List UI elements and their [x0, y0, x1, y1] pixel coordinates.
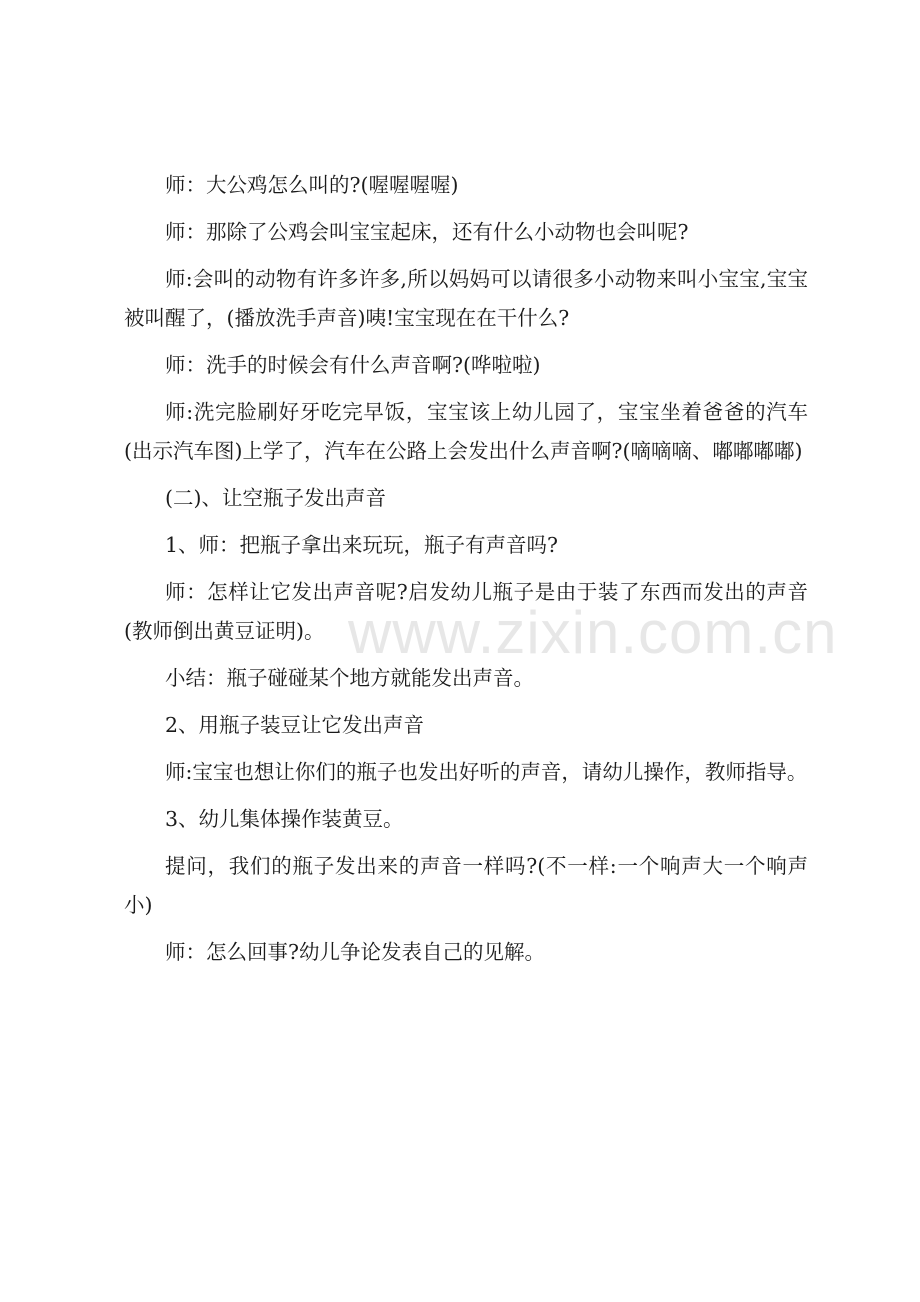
paragraph: 2、用瓶子装豆让它发出声音: [165, 713, 425, 737]
paragraph: 师：那除了公鸡会叫宝宝起床，还有什么小动物也会叫呢?: [165, 220, 689, 244]
paragraph: 师：怎样让它发出声音呢?启发幼儿瓶子是由于装了东西而发出的声音(教师倒出黄豆证明)。: [124, 580, 808, 643]
paragraph: 小结：瓶子碰碰某个地方就能发出声音。: [165, 666, 534, 690]
paragraph: 师：怎么回事?幼儿争论发表自己的见解。: [165, 940, 545, 964]
watermark: www.zixin.com.cn: [348, 599, 838, 666]
paragraph: 师：大公鸡怎么叫的?(喔喔喔喔): [165, 173, 459, 197]
paragraph: 提问，我们的瓶子发出来的声音一样吗?(不一样:一个响声大一个响声小): [124, 854, 808, 917]
paragraph: 师:宝宝也想让你们的瓶子也发出好听的声音，请幼儿操作，教师指导。: [165, 760, 808, 784]
paragraph: 3、幼儿集体操作装黄豆。: [165, 807, 404, 831]
paragraph: 师:会叫的动物有许多许多,所以妈妈可以请很多小动物来叫小宝宝,宝宝被叫醒了，(播放洗手声音)咦!宝宝现在在干什么?: [124, 267, 808, 330]
section-heading: (二)、让空瓶子发出声音: [165, 486, 386, 510]
paragraph: 1、师：把瓶子拿出来玩玩，瓶子有声音吗?: [165, 533, 559, 557]
paragraph: 师:洗完脸刷好牙吃完早饭，宝宝该上幼儿园了，宝宝坐着爸爸的汽车(出示汽车图)上学了，汽车在公路上会发出什么声音啊?(嘀嘀嘀、嘟嘟嘟嘟): [124, 400, 808, 463]
paragraph: 师：洗手的时候会有什么声音啊?(哗啦啦): [165, 353, 541, 377]
document-body: [124, 166, 808, 980]
